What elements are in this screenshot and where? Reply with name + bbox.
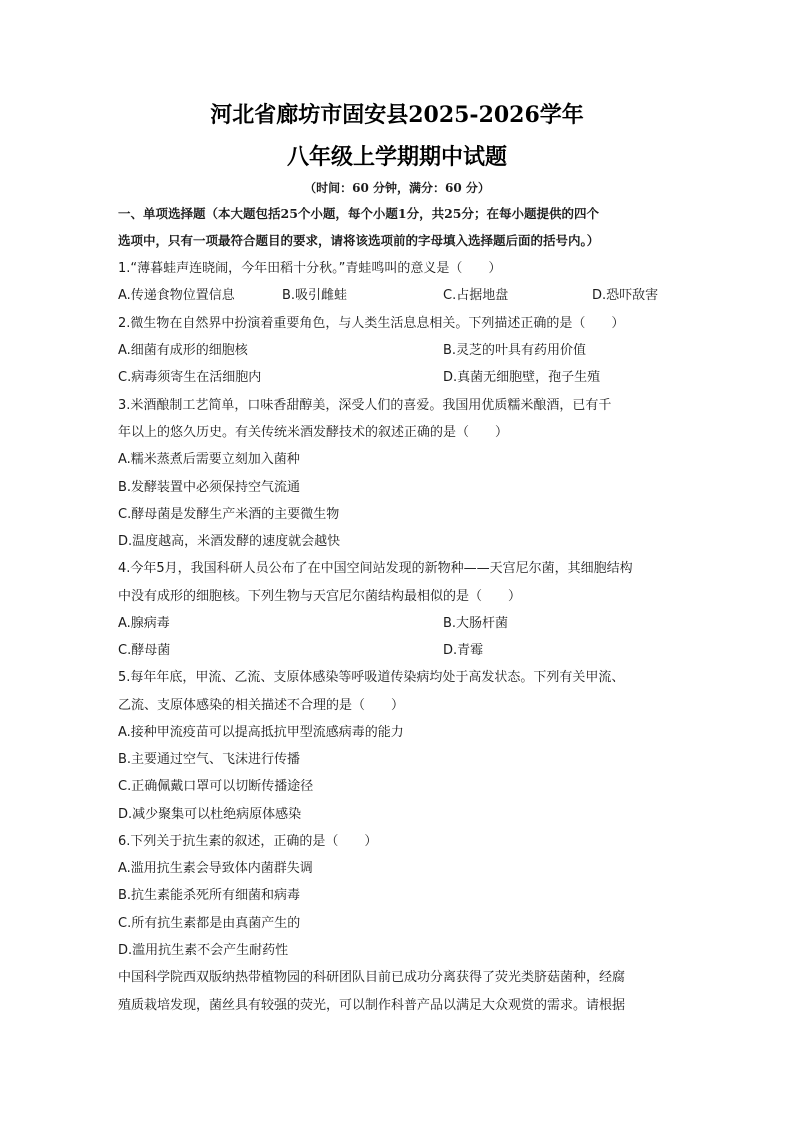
question-6-option-a: A.滥用抗生素会导致体内菌群失调: [118, 861, 313, 876]
question-3-option-d: D.温度越高，米酒发酵的速度就会越快: [118, 534, 341, 549]
question-1-option-d: D.恐吓敌害: [592, 288, 659, 303]
passage-line1: 中国科学院西双版纳热带植物园的科研团队目前已成功分离获得了荧光类脐菇菌种，经腐: [118, 970, 626, 985]
question-2-option-d: D.真菌无细胞壁，孢子生殖: [443, 370, 601, 385]
question-5-option-a: A.接种甲流疫苗可以提高抵抗甲型流感病毒的能力: [118, 725, 404, 740]
question-5-option-c: C.正确佩戴口罩可以切断传播途径: [118, 779, 314, 794]
question-4-option-a: A.腺病毒: [118, 616, 170, 631]
question-6-option-c: C.所有抗生素都是由真菌产生的: [118, 916, 301, 931]
question-4-option-d: D.青霉: [443, 643, 484, 658]
question-6-option-b: B.抗生素能杀死所有细菌和病毒: [118, 888, 301, 903]
question-1-option-b: B.吸引雌蛙: [282, 288, 348, 303]
question-2-option-a: A.细菌有成形的细胞核: [118, 343, 248, 358]
question-2-option-c: C.病毒须寄生在活细胞内: [118, 370, 262, 385]
question-5-stem-line1: 5.每年年底，甲流、乙流、支原体感染等呼吸道传染病均处于高发状态。下列有关甲流、: [118, 670, 625, 685]
question-6-option-d: D.滥用抗生素不会产生耐药性: [118, 943, 289, 958]
section-instructions-line1: 一、单项选择题（本大题包括25个小题，每个小题1分，共25分；在每小题提供的四个: [118, 206, 599, 221]
question-2-option-b: B.灵芝的叶具有药用价值: [443, 343, 587, 358]
question-4-stem-line1: 4.今年5月，我国科研人员公布了在中国空间站发现的新物种——天宫尼尔菌，其细胞结构: [118, 561, 633, 576]
question-6-stem: 6.下列关于抗生素的叙述，正确的是（ ）: [118, 834, 378, 849]
question-3-option-a: A.糯米蒸煮后需要立刻加入菌种: [118, 452, 300, 467]
question-2-stem: 2.微生物在自然界中扮演着重要角色，与人类生活息息相关。下列描述正确的是（ ）: [118, 316, 625, 331]
question-5-stem-line2: 乙流、支原体感染的相关描述不合理的是（ ）: [118, 698, 405, 713]
question-3-option-c: C.酵母菌是发酵生产米酒的主要微生物: [118, 507, 340, 522]
question-3-stem-line2: 年以上的悠久历史。有关传统米酒发酵技术的叙述正确的是（ ）: [118, 425, 509, 440]
question-1-option-c: C.占据地盘: [443, 288, 509, 303]
question-4-stem-line2: 中没有成形的细胞核。下列生物与天宫尼尔菌结构最相似的是（ ）: [118, 589, 522, 604]
question-5-option-b: B.主要通过空气、飞沫进行传播: [118, 752, 301, 767]
question-1-stem: 1.“薄暮蛙声连晓闹，今年田稻十分秋。”青蛙鸣叫的意义是（ ）: [118, 261, 502, 276]
question-4-option-b: B.大肠杆菌: [443, 616, 509, 631]
passage-line2: 殖质栽培发现，菌丝具有较强的荧光，可以制作科普产品以满足大众观赏的需求。请根据: [118, 998, 626, 1013]
exam-title: 河北省廊坊市固安县2025-2026学年: [210, 102, 584, 128]
question-1-option-a: A.传递食物位置信息: [118, 288, 235, 303]
question-3-option-b: B.发酵装置中必须保持空气流通: [118, 480, 301, 495]
question-4-option-c: C.酵母菌: [118, 643, 171, 658]
exam-info: （时间：60 分钟，满分：60 分）: [304, 181, 490, 195]
exam-subtitle: 八年级上学期期中试题: [286, 144, 507, 170]
question-5-option-d: D.减少聚集可以杜绝病原体感染: [118, 807, 302, 822]
section-instructions-line2: 选项中，只有一项最符合题目的要求，请将该选项前的字母填入选择题后面的括号内。）: [118, 233, 600, 248]
question-3-stem-line1: 3.米酒酿制工艺简单，口味香甜醇美，深受人们的喜爱。我国用优质糯米酿酒，已有千: [118, 398, 612, 413]
